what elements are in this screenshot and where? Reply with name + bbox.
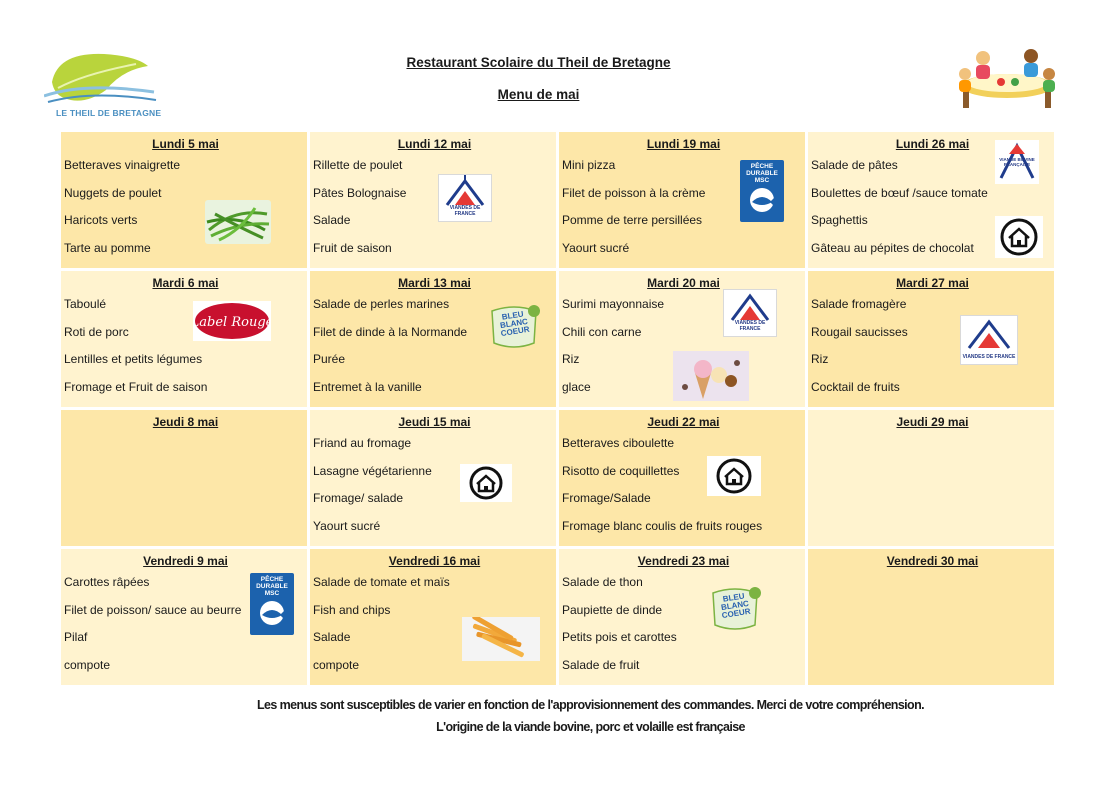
menu-day-cell — [310, 132, 556, 268]
viandes-de-france-label — [960, 315, 1018, 365]
day-heading: Lundi 12 mai — [397, 137, 472, 151]
dish: Mini pizza — [562, 158, 616, 172]
dish: Tarte au pomme — [64, 240, 151, 255]
menu-day-cell — [559, 271, 805, 407]
dish: Paupiette de dinde — [562, 602, 663, 617]
label-rouge-text: Label Rouge — [193, 315, 271, 330]
day-heading: Vendredi 30 mai — [886, 554, 979, 568]
day-heading: Lundi 26 mai — [895, 137, 970, 151]
day-heading: Mardi 20 mai — [647, 276, 720, 290]
menu-day-cell — [808, 549, 1054, 685]
day-heading: Vendredi 16 mai — [388, 554, 481, 568]
viande-bovine-text: VIANDE BOVINE FRANÇAISE — [999, 157, 1035, 167]
day-heading: Vendredi 23 mai — [637, 554, 730, 568]
fries-photo — [462, 617, 540, 661]
dish: Fromage blanc coulis de fruits rouges — [562, 518, 763, 533]
msc-text: PÊCHE DURABLE MSC — [746, 163, 778, 184]
dish: Lentilles et petits légumes — [64, 352, 203, 366]
viandes-de-france-text: VIANDES DE FRANCE — [734, 320, 766, 332]
dish: Fruit de saison — [313, 240, 392, 255]
dish: Salade — [313, 630, 351, 644]
menu-grid — [61, 132, 1054, 684]
day-heading: Vendredi 9 mai — [143, 554, 228, 568]
dish: Entremet à la vanille — [313, 379, 422, 394]
day-heading: Lundi 19 mai — [646, 137, 721, 151]
ice-cream-photo — [673, 351, 749, 401]
menu-day-cell — [61, 549, 307, 685]
day-heading: Mardi 13 mai — [398, 276, 471, 290]
dish: Lasagne végétarienne — [313, 463, 432, 478]
dish: glace — [562, 379, 591, 394]
viandes-de-france-label — [723, 289, 777, 337]
kids-table-illustration — [953, 46, 1061, 112]
dish: Roti de porc — [64, 324, 129, 339]
dish: Spaghettis — [811, 213, 868, 227]
dish: compote — [64, 657, 111, 672]
dish: Salade — [313, 213, 351, 227]
dish: Yaourt sucré — [562, 240, 630, 255]
day-heading: Mardi 27 mai — [896, 276, 969, 290]
dish: Boulettes de bœuf /sauce tomate — [811, 185, 988, 200]
day-heading: Jeudi 8 mai — [152, 415, 219, 429]
menu-day-cell — [61, 271, 307, 407]
msc-label — [250, 573, 294, 635]
viande-bovine-francaise-label — [995, 140, 1039, 184]
bleu-blanc-coeur-label — [486, 303, 542, 351]
dish: Purée — [313, 352, 346, 366]
house-made-icon — [707, 456, 761, 496]
menu-day-cell — [808, 271, 1054, 407]
dish: Fromage et Fruit de saison — [64, 379, 208, 394]
dish: Betteraves ciboulette — [562, 436, 675, 450]
house-made-icon — [995, 216, 1043, 258]
day-heading: Mardi 6 mai — [152, 276, 219, 290]
page-title: Restaurant Scolaire du Theil de Bretagne — [406, 55, 671, 70]
logo-text: LE THEIL DE BRETAGNE — [56, 108, 162, 118]
dish: Rillette de poulet — [313, 158, 403, 172]
menu-day-cell — [310, 410, 556, 546]
footer-note: Les menus sont susceptibles de varier en fonction de l'approvisionnement des commandes. Merci de votre compréhension. — [257, 698, 924, 712]
dish: compote — [313, 657, 360, 672]
dish: Riz — [562, 352, 580, 366]
menu-day-cell — [61, 132, 307, 268]
day-heading: Jeudi 15 mai — [398, 415, 471, 429]
dish: Salade fromagère — [811, 297, 907, 311]
menu-day-cell — [559, 549, 805, 685]
menu-day-cell — [559, 410, 805, 546]
menu-day-cell — [310, 271, 556, 407]
day-heading: Jeudi 22 mai — [647, 415, 720, 429]
dish: Salade de fruit — [562, 657, 640, 672]
viandes-de-france-text: VIANDES DE FRANCE — [449, 205, 481, 217]
dish: Fromage/Salade — [562, 491, 651, 505]
menu-day-cell — [61, 410, 307, 546]
dish: Filet de poisson à la crème — [562, 185, 706, 200]
dish: Nuggets de poulet — [64, 185, 162, 200]
dish: Riz — [811, 352, 829, 366]
dish: Pomme de terre persillées — [562, 213, 703, 227]
msc-text: PÊCHE DURABLE MSC — [256, 576, 288, 597]
green-beans-photo — [205, 200, 271, 244]
day-heading: Lundi 5 mai — [152, 137, 219, 151]
dish: Pilaf — [64, 630, 88, 644]
dish: Petits pois et carottes — [562, 630, 677, 644]
dish: Fish and chips — [313, 602, 391, 617]
dish: Surimi mayonnaise — [562, 297, 665, 311]
dish: Cocktail de fruits — [811, 379, 900, 394]
viandes-de-france-label — [438, 174, 492, 222]
dish: Chili con carne — [562, 324, 642, 339]
dish: Filet de dinde à la Normande — [313, 324, 468, 339]
menu-day-cell — [310, 549, 556, 685]
page-subtitle: Menu de mai — [497, 87, 580, 102]
dish: Fromage/ salade — [313, 491, 404, 505]
msc-label — [740, 160, 784, 222]
day-heading: Jeudi 29 mai — [896, 415, 969, 429]
label-rouge-logo — [193, 301, 271, 341]
bleu-blanc-coeur-text: BLEU BLANC COEUR — [499, 309, 531, 339]
dish: Rougail saucisses — [811, 324, 908, 339]
dish: Filet de poisson/ sauce au beurre — [64, 602, 242, 617]
dish: Taboulé — [64, 297, 107, 311]
dish: Risotto de coquillettes — [562, 463, 680, 478]
dish: Salade de perles marines — [313, 297, 450, 311]
dish: Friand au fromage — [313, 436, 412, 450]
dish: Yaourt sucré — [313, 518, 381, 533]
menu-day-cell — [559, 132, 805, 268]
viandes-de-france-text: VIANDES DE FRANCE — [962, 354, 1016, 360]
dish: Haricots verts — [64, 213, 138, 227]
dish: Carottes râpées — [64, 575, 150, 589]
bleu-blanc-coeur-text: BLEU BLANC COEUR — [720, 591, 752, 621]
dish: Salade de thon — [562, 575, 643, 589]
dish: Salade de tomate et maïs — [313, 575, 450, 589]
house-made-icon — [460, 464, 512, 502]
dish: Betteraves vinaigrette — [64, 158, 181, 172]
dish: Pâtes Bolognaise — [313, 185, 407, 200]
footer-origin-note: L'origine de la viande bovine, porc et volaille est française — [436, 720, 745, 734]
dish: Gâteau au pépites de chocolat — [811, 240, 974, 255]
menu-day-cell — [808, 132, 1054, 268]
bleu-blanc-coeur-label — [707, 585, 763, 633]
menu-day-cell — [808, 410, 1054, 546]
dish: Salade de pâtes — [811, 158, 898, 172]
